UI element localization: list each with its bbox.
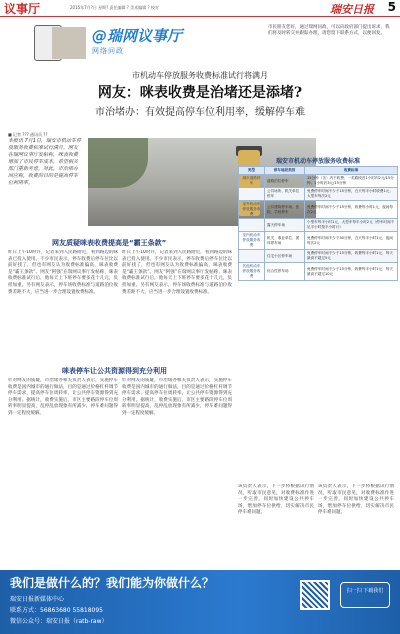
fee-type: 室外机动车停放服务收费	[239, 201, 265, 219]
fee-type: 室内机动车停放服务收费	[239, 232, 265, 250]
newspaper-logo: 瑞安日报	[330, 3, 374, 16]
fee-table-header-cell: 类型	[239, 167, 265, 175]
new-media-ad	[0, 570, 400, 634]
ad-line: 微信公众号：瑞安日报（ratb-raw）	[10, 618, 108, 625]
ad-line: 联系方式：56863680 55818095	[10, 607, 103, 614]
page-number: 5	[387, 0, 396, 14]
column-slogan: 网络问政	[92, 47, 124, 55]
fee-location: 住宅小区停车场	[265, 250, 305, 263]
table-row	[239, 175, 398, 188]
fee-location: 公共场所、机关单位停车	[265, 188, 305, 201]
fee-type	[239, 250, 265, 263]
fee-location: 公共建筑停车场、医院、学校停车	[265, 201, 305, 219]
issue-meta: 2015年7月?日 星期? 责任编辑 ? 美术编辑 ? 校对	[70, 5, 159, 10]
article-headline	[0, 70, 400, 118]
fee-rate: 免费停车时间不少于15分钟，收费每小时1元，夜间每次2元	[305, 201, 398, 219]
article-subtitle: 市治堵办：有效提高停车位利用率，缓解停车难	[95, 107, 305, 118]
fee-location: 道路泊位停车	[265, 175, 305, 188]
photo-foliage	[88, 138, 148, 188]
ad-download-button[interactable]: 扫一扫 下载我们	[340, 582, 390, 608]
qr-code-icon[interactable]	[300, 580, 330, 610]
article-title: 网友：咪表收费是治堵还是添堵?	[97, 85, 303, 101]
table-row	[239, 188, 398, 201]
fee-table-header-cell: 收费标准	[305, 167, 398, 175]
fee-table-title: 瑞安市机动车停放服务收费标准	[275, 158, 360, 165]
table-row	[239, 232, 398, 250]
column-logo-text: @瑞网议事厅	[92, 27, 183, 45]
table-row	[239, 219, 398, 232]
fee-rate: 免费停车时间不少于15分钟，收费每半小时1元，每天最高不超过5元	[305, 250, 398, 263]
ad-contact	[10, 594, 108, 627]
fee-location: 露天停车场	[265, 219, 305, 232]
body-column-6: 该负责人表示，下一步将根据试行情况，听取市民意见，对收费标准作进一步完善，同时加快建设公共停车场，增加停车位供给，切实解决市民停车难问题。	[318, 484, 394, 516]
fee-type	[239, 188, 265, 201]
table-row	[239, 250, 398, 263]
article-lead: 本报讯 7月1日，瑞安市机动车停放服务收费标准试行满月。网友在瑞网议事厅发帖称，咪表收费增加了市民停车成本，希望相关部门重新考虑。对此，市治堵办回应称，收费的目的是提高停车位利用率。	[8, 138, 81, 186]
body-column-3: 针对网友的质疑，市治堵办相关负责人表示，实施停车收费是国内城市的通行做法，目的是通过价格杠杆调节停车需求，提高停车位周转率，让公共停车资源得到充分利用。据统计，收费实施后，市区主要路段停车位周转率明显提高，乱停乱放现象有所减少，停车难问题得到一定程度缓解。	[8, 378, 118, 416]
ad-line: 瑞安日报新媒体中心	[10, 596, 65, 603]
fee-rate: 小型车每半小时1元，大型车每半小时2元（停车时间不足半小时按半小时计）	[305, 219, 398, 232]
fee-location: 综合性停车场	[265, 263, 305, 281]
column-logo	[92, 25, 232, 61]
fee-rate: 15分钟（含）内不收费，一类路段首1小时内2元/15分钟；1小时后3元/15分钟	[305, 175, 398, 188]
section-heading-2: 咪表停车让公共资源得到充分利用	[62, 367, 167, 375]
banner-info: 市民朋友您好，通过瑞网问政，可以向政府部门提出诉求，我们将及时转交并跟踪办理，请您留下联系方式，以便回复。	[268, 25, 390, 36]
body-column-5: 该负责人表示，下一步将根据试行情况，听取市民意见，对收费标准作进一步完善，同时加快建设公共停车场，增加停车位供给，切实解决市民停车难问题。	[238, 484, 314, 516]
fee-table-header-cell: 停车地段类别	[265, 167, 305, 175]
column-banner	[0, 21, 400, 65]
fee-table	[238, 166, 398, 281]
section-heading-1: 网友质疑咪表收费提高是“霸王条款”	[52, 239, 167, 247]
article-kicker: 市机动车停放服务收费标准试行将满月	[132, 71, 268, 80]
section-name: 议事厅	[4, 2, 41, 16]
fee-type: 其他机动车停放服务收费	[239, 263, 265, 281]
article-byline: ■ 记者 ??? 通讯员 ??	[8, 132, 48, 137]
body-column-2: 昨日上午10时许，记者来到人民路附近，看到路边的咪表已投入使用。不少市民表示，停车收费后停车位比以前好找了，但也有网友认为收费标准偏高，咪表收费是“霸王条款”。网友“阿强”在瑞网议事厅发帖称，咪表收费标准试行后，他每天上下班停车要多花十几元，负担加重。另有网友表示，停车场收费标准与道路泊位收费差距不大，应当进一步合理设置收费标准。	[122, 250, 232, 295]
table-row	[239, 263, 398, 281]
fee-type: 城市道路停车	[239, 175, 265, 188]
fee-location: 机关、事业单位、团体停车场	[265, 232, 305, 250]
body-column-4: 针对网友的质疑，市治堵办相关负责人表示，实施停车收费是国内城市的通行做法，目的是通过价格杠杆调节停车需求，提高停车位周转率，让公共停车资源得到充分利用。据统计，收费实施后，市区主要路段停车位周转率明显提高，乱停乱放现象有所减少，停车难问题得到一定程度缓解。	[122, 378, 232, 416]
fee-rate: 免费停车时间不少于15分钟，收费每半小时1元，每天最高不超过10元	[305, 263, 398, 281]
ad-slogan: 我们是做什么的？我们能为你做什么？	[10, 576, 215, 590]
fee-table-header	[239, 167, 398, 175]
table-row	[239, 201, 398, 219]
fee-rate: 免费停车时间不少于30分钟，白天每半小时1元，夜间每次2元	[305, 232, 398, 250]
fee-rate: 免费停车时间不少于15分钟，白天每半小时收费1元；大型车每次2元	[305, 188, 398, 201]
banner-photo	[52, 27, 86, 59]
body-column-1: 昨日上午10时许，记者来到人民路附近，看到路边的咪表已投入使用。不少市民表示，停车收费后停车位比以前好找了，但也有网友认为收费标准偏高，咪表收费是“霸王条款”。网友“阿强”在瑞网议事厅发帖称，咪表收费标准试行后，他每天上下班停车要多花十几元，负担加重。另有网友表示，停车场收费标准与道路泊位收费差距不大，应当进一步合理设置收费标准。	[8, 250, 118, 295]
fee-type	[239, 219, 265, 232]
page-header	[0, 0, 400, 17]
